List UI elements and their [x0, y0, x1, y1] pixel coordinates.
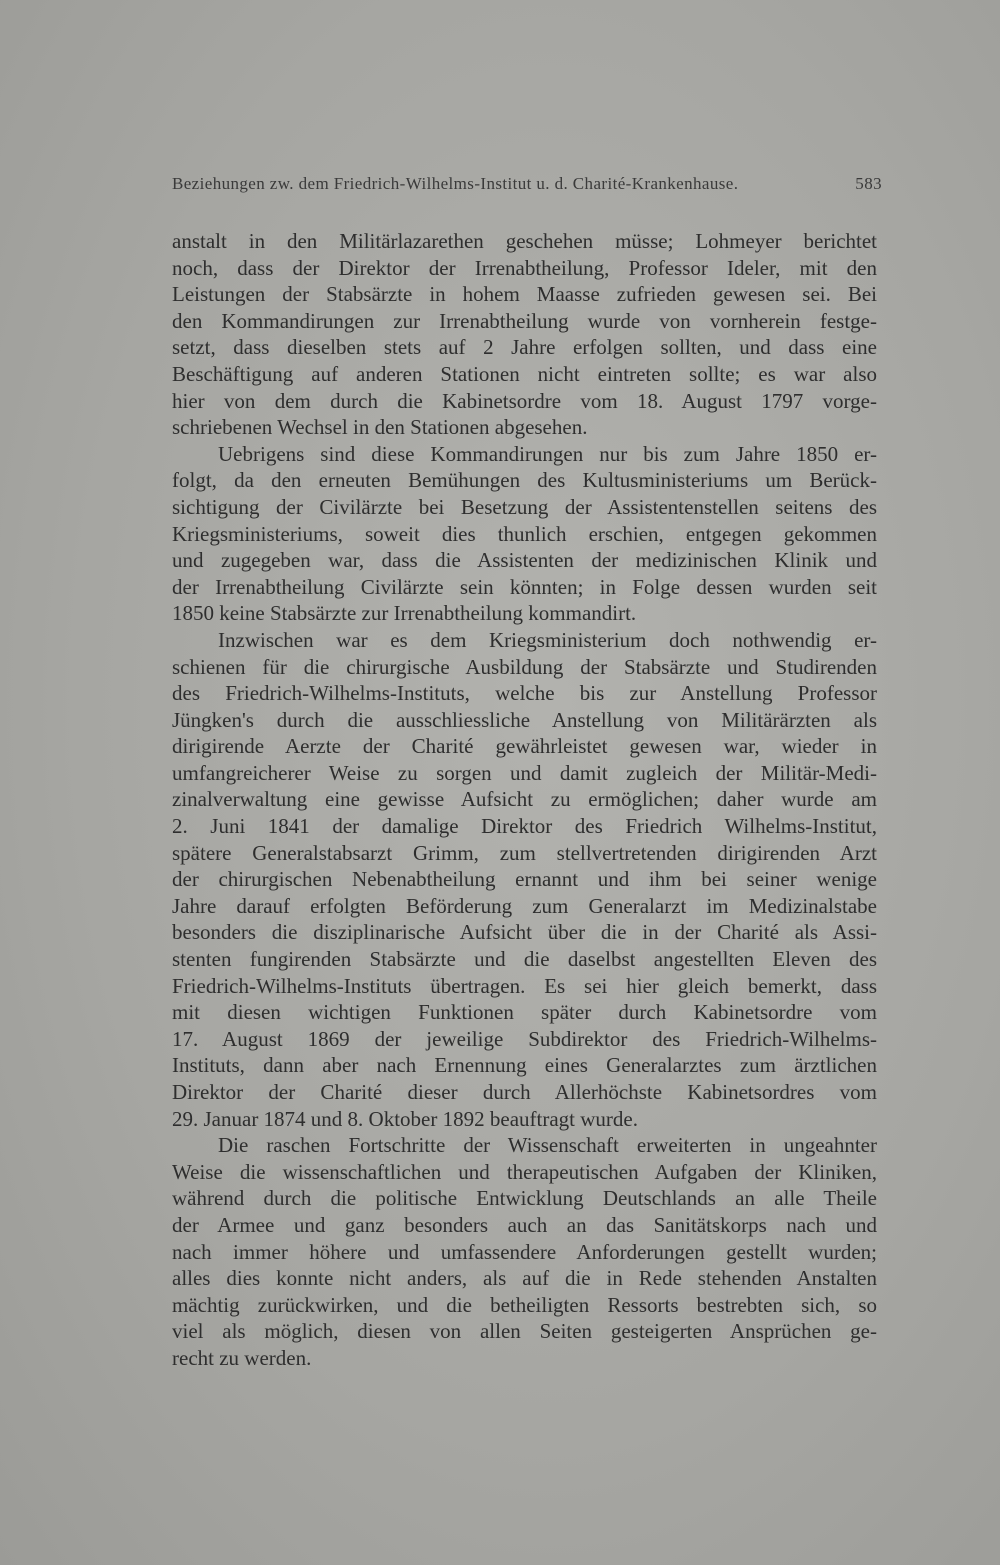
text-line: recht zu werden. [172, 1345, 312, 1370]
running-head [172, 174, 882, 194]
paragraph-start-line: Inzwischen war es dem Kriegsministerium doch nothwendig er- [218, 627, 877, 652]
text-line: Jahre darauf erfolgten Beförderung zum Generalarzt im Medizinalstabe [172, 893, 877, 918]
text-line: Beschäftigung auf anderen Stationen nicht eintreten sollte; es war also [172, 361, 877, 386]
text-line: 17. August 1869 der jeweilige Subdirektor des Friedrich-Wilhelms- [172, 1026, 877, 1051]
text-line: der Irrenabtheilung Civilärzte sein könnten; in Folge dessen wurden seit [172, 574, 877, 599]
text-line: der chirurgischen Nebenabtheilung ernannt und ihm bei seiner wenige [172, 867, 877, 892]
running-head-title: Beziehungen zw. dem Friedrich-Wilhelms-Institut u. d. Charité-Krankenhause. [172, 174, 739, 193]
text-line: stenten fungirenden Stabsärzte und die daselbst angestellten Eleven des [172, 947, 877, 972]
text-line: noch, dass der Direktor der Irrenabtheilung, Professor Ideler, mit den [172, 255, 877, 280]
text-line: hier von dem durch die Kabinetsordre vom 18. August 1797 vorge- [172, 388, 877, 413]
text-line: 2. Juni 1841 der damalige Direktor des Friedrich Wilhelms-Institut, [172, 814, 877, 839]
text-line: Leistungen der Stabsärzte in hohem Maasse zufrieden gewesen sei. Bei [172, 282, 877, 307]
text-line: besonders die disziplinarische Aufsicht über die in der Charité als Assi- [172, 920, 877, 945]
paragraph-start-line: Die raschen Fortschritte der Wissenschaft erweiterten in ungeahnter [218, 1133, 877, 1158]
text-line: schienen für die chirurgische Ausbildung der Stabsärzte und Studirenden [172, 654, 877, 679]
text-line: setzt, dass dieselben stets auf 2 Jahre erfolgen sollten, und dass eine [172, 335, 877, 360]
paragraph-start-line: Uebrigens sind diese Kommandirungen nur bis zum Jahre 1850 er- [218, 441, 877, 466]
page-number: 583 [855, 174, 882, 193]
text-line: zinalverwaltung eine gewisse Aufsicht zu ermöglichen; daher wurde am [172, 787, 877, 812]
text-line: Direktor der Charité dieser durch Allerhöchste Kabinetsordres vom [172, 1080, 877, 1104]
text-line: umfangreicherer Weise zu sorgen und damit zugleich der Militär-Medi- [172, 760, 877, 785]
text-line: mit diesen wichtigen Funktionen später durch Kabinetsordre vom [172, 1000, 877, 1025]
text-line: alles dies konnte nicht anders, als auf die in Rede stehenden Anstalten [172, 1266, 877, 1291]
text-line: Friedrich-Wilhelms-Instituts übertragen. Es sei hier gleich bemerkt, dass [172, 973, 877, 998]
text-line: Weise die wissenschaftlichen und therapeutischen Aufgaben der Kliniken, [172, 1159, 877, 1184]
text-line: dirigirende Aerzte der Charité gewährleistet gewesen war, wieder in [172, 734, 877, 759]
text-line: des Friedrich-Wilhelms-Instituts, welche bis zur Anstellung Professor [172, 681, 877, 706]
text-line: Instituts, dann aber nach Ernennung eines Generalarztes zum ärztlichen [172, 1053, 877, 1078]
body-text [172, 228, 877, 1372]
text-line: 29. Januar 1874 und 8. Oktober 1892 beauftragt wurde. [172, 1106, 638, 1131]
text-line: mächtig zurückwirken, und die betheiligten Ressorts bestrebten sich, so [172, 1292, 877, 1317]
text-line: der Armee und ganz besonders auch an das Sanitätskorps nach und [172, 1212, 877, 1237]
text-line: und zugegeben war, dass die Assistenten der medizinischen Klinik und [172, 548, 877, 573]
text-line: nach immer höhere und umfassendere Anforderungen gestellt wurden; [172, 1239, 877, 1264]
text-line: während durch die politische Entwicklung Deutschlands an alle Theile [172, 1186, 877, 1211]
text-line: Kriegsministeriums, soweit dies thunlich erschien, entgegen gekommen [172, 521, 877, 546]
text-line: anstalt in den Militärlazarethen geschehen müsse; Lohmeyer berichtet [172, 229, 877, 253]
text-line: spätere Generalstabsarzt Grimm, zum stellvertretenden dirigirenden Arzt [172, 840, 877, 865]
text-line: Jüngken's durch die ausschliessliche Anstellung von Militärärzten als [172, 707, 877, 732]
text-line: viel als möglich, diesen von allen Seiten gesteigerten Ansprüchen ge- [172, 1319, 877, 1344]
text-line: schriebenen Wechsel in den Stationen abgesehen. [172, 415, 588, 440]
text-line: den Kommandirungen zur Irrenabtheilung wurde von vornherein festge- [172, 308, 877, 333]
text-line: sichtigung der Civilärzte bei Besetzung der Assistentenstellen seitens des [172, 494, 877, 519]
text-line: folgt, da den erneuten Bemühungen des Kultusministeriums um Berück- [172, 468, 877, 493]
text-line: 1850 keine Stabsärzte zur Irrenabtheilung kommandirt. [172, 601, 637, 626]
